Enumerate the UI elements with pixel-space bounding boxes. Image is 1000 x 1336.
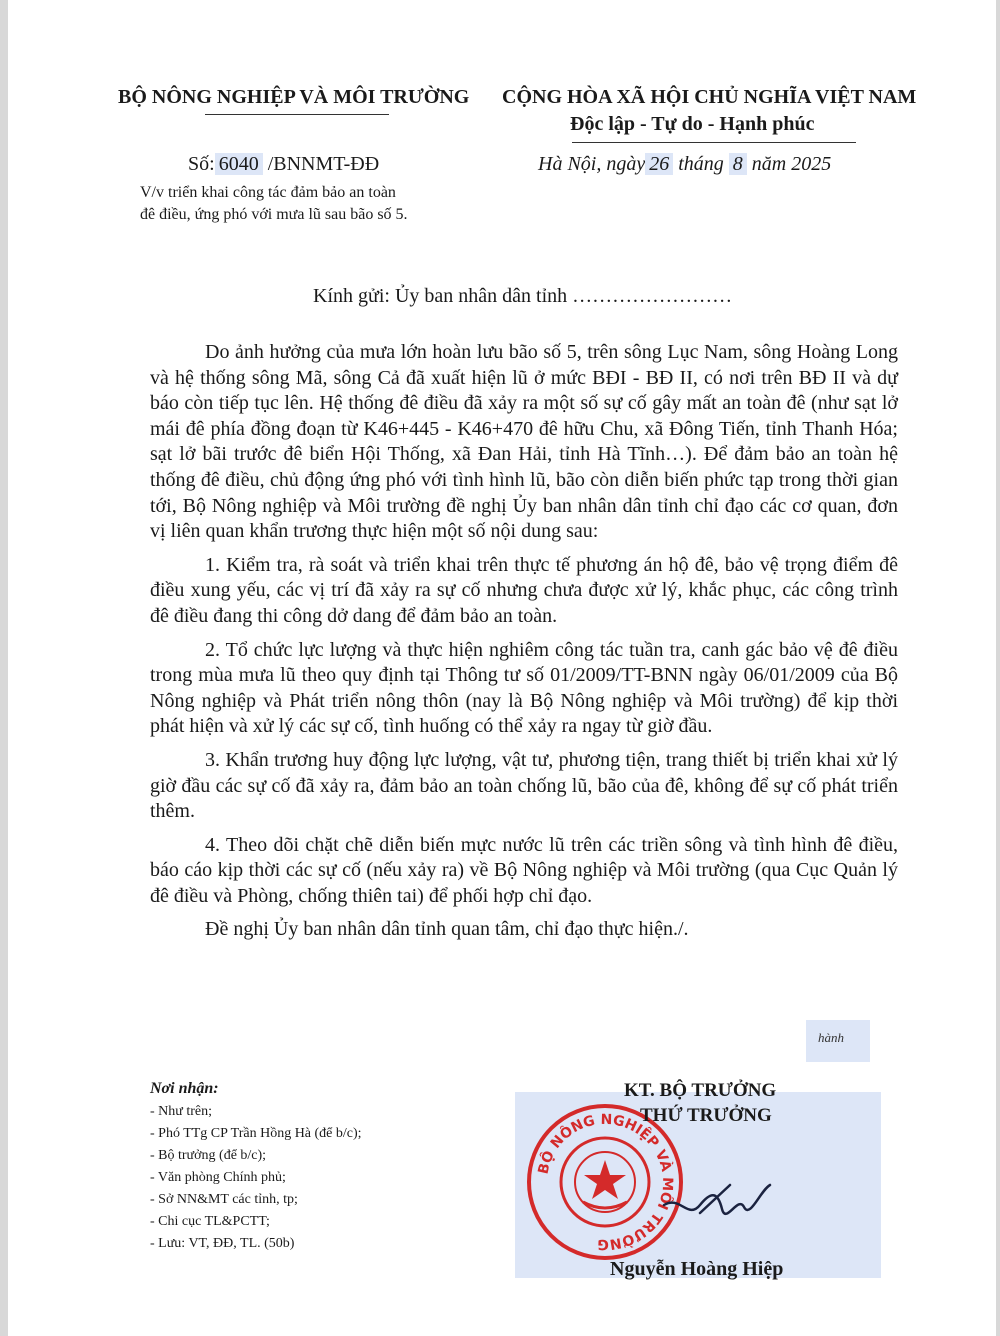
signer-name: Nguyễn Hoàng Hiệp bbox=[610, 1258, 784, 1280]
doc-number-value: 6040 bbox=[215, 153, 263, 175]
doc-number-prefix: Số: bbox=[188, 153, 215, 175]
date-year: năm 2025 bbox=[751, 153, 832, 175]
date-place: Hà Nội, ngày bbox=[538, 153, 646, 175]
seal-text: BỘ NÔNG NGHIỆP VÀ MÔI TRƯỜNG bbox=[535, 1111, 676, 1253]
agency-underline bbox=[205, 114, 389, 115]
date-month-label: tháng bbox=[678, 153, 724, 175]
subject-line-1: V/v triển khai công tác đảm bảo an toàn bbox=[140, 184, 396, 201]
handwritten-signature bbox=[660, 1165, 780, 1235]
body-item-2: 2. Tổ chức lực lượng và thực hiện nghiêm công tác tuần tra, canh gác bảo vệ đê điều trong mùa mưa lũ theo quy định tại Thông tư số 01/2009/TT-BNN ngày 06/01/2009 của Bộ Nông nghiệp và Phát triển nông thôn (nay là Bộ Nông nghiệp và Môi trường) để kịp thời phát hiện và xử lý các sự cố, tình huống có thể xảy ra ngay từ giờ đầu. bbox=[150, 638, 898, 738]
date-day: 26 bbox=[645, 153, 673, 175]
signature-kt: KT. BỘ TRƯỞNG bbox=[624, 1080, 777, 1101]
body-closing: Đề nghị Ủy ban nhân dân tỉnh quan tâm, chỉ đạo thực hiện./. bbox=[205, 918, 689, 941]
recipient-item: - Bộ trưởng (để b/c); bbox=[150, 1148, 267, 1163]
recipient-item: - Lưu: VT, ĐĐ, TL. (50b) bbox=[150, 1236, 295, 1251]
body-item-3: 3. Khẩn trương huy động lực lượng, vật tư, phương tiện, trang thiết bị triển khai xử lý giờ đầu các sự cố đã xảy ra, đảm bảo an toàn chống lũ, bão của đê, không để sự cố phát triển thêm. bbox=[150, 748, 898, 823]
date-month: 8 bbox=[729, 153, 747, 175]
recipient-item: - Như trên; bbox=[150, 1104, 213, 1119]
subject-line-2: đê điều, ứng phó với mưa lũ sau bão số 5. bbox=[140, 206, 408, 223]
page-edge-right bbox=[996, 0, 1000, 1336]
recipient-item: - Phó TTg CP Trần Hồng Hà (để b/c); bbox=[150, 1126, 362, 1141]
page-edge-left bbox=[0, 0, 8, 1336]
recipient-item: - Chi cục TL&PCTT; bbox=[150, 1214, 270, 1229]
body-intro: Do ảnh hưởng của mưa lớn hoàn lưu bão số 5, trên sông Lục Nam, sông Hoàng Long và hệ thống sông Mã, sông Cả đã xuất hiện lũ ở mức BĐI - BĐ II, có nơi trên BĐ II và dự báo còn tiếp tục lên. Hệ thống đê điều đã xảy ra một số sự cố gây mất an toàn đê (như sạt lở mái đê phía đồng đoạn từ K46+445 - K46+470 đê hữu Chu, xã Đông Tiến, tỉnh Thanh Hóa; sạt lở bãi trước đê biển Hội Thống, xã Đan Hải, tỉnh Hà Tĩnh…). Để đảm bảo an toàn hệ thống đê điều, chủ động ứng phó với tình hình lũ, bão còn diễn biến phức tạp trong thời gian tới, Bộ Nông nghiệp và Môi trường đề nghị Ủy ban nhân dân tỉnh chỉ đạo các cơ quan, đơn vị liên quan khẩn trương thực hiện một số nội dung sau: bbox=[150, 341, 898, 543]
motto-underline bbox=[572, 142, 856, 143]
greeting: Kính gửi: Ủy ban nhân dân tỉnh …………………… bbox=[313, 285, 733, 307]
emblem-star-icon bbox=[584, 1160, 626, 1199]
body-item-4: 4. Theo dõi chặt chẽ diễn biến mực nước lũ trên các triền sông và tình hình đê điều, báo cáo kịp thời các sự cố (nếu xảy ra) về Bộ Nông nghiệp và Môi trường (qua Cục Quản lý đê điều và Phòng, chống thiên tai) để phối hợp chỉ đạo. bbox=[150, 833, 898, 907]
recipient-item: - Văn phòng Chính phủ; bbox=[150, 1170, 286, 1185]
initial-mark: hành bbox=[818, 1030, 844, 1045]
agency-name: BỘ NÔNG NGHIỆP VÀ MÔI TRƯỜNG bbox=[118, 86, 470, 108]
recipient-item: - Sở NN&MT các tỉnh, tp; bbox=[150, 1192, 298, 1207]
nation-name: CỘNG HÒA XÃ HỘI CHỦ NGHĨA VIỆT NAM bbox=[502, 86, 917, 108]
body-item-1: 1. Kiểm tra, rà soát và triển khai trên thực tế phương án hộ đê, bảo vệ trọng điểm đê điều xung yếu, các vị trí đã xảy ra sự cố nhưng chưa được xử lý, khắc phục, các công trình đê điều đang thi công dở dang để đảm bảo an toàn. bbox=[150, 553, 898, 627]
doc-number-suffix: /BNNMT-ĐĐ bbox=[262, 153, 380, 175]
signature-title: THỨ TRƯỞNG bbox=[640, 1105, 772, 1126]
national-motto: Độc lập - Tự do - Hạnh phúc bbox=[570, 113, 815, 135]
document-number bbox=[188, 153, 379, 176]
document-date bbox=[538, 153, 831, 176]
recipients-title: Nơi nhận: bbox=[150, 1080, 219, 1097]
document-body bbox=[150, 340, 898, 951]
